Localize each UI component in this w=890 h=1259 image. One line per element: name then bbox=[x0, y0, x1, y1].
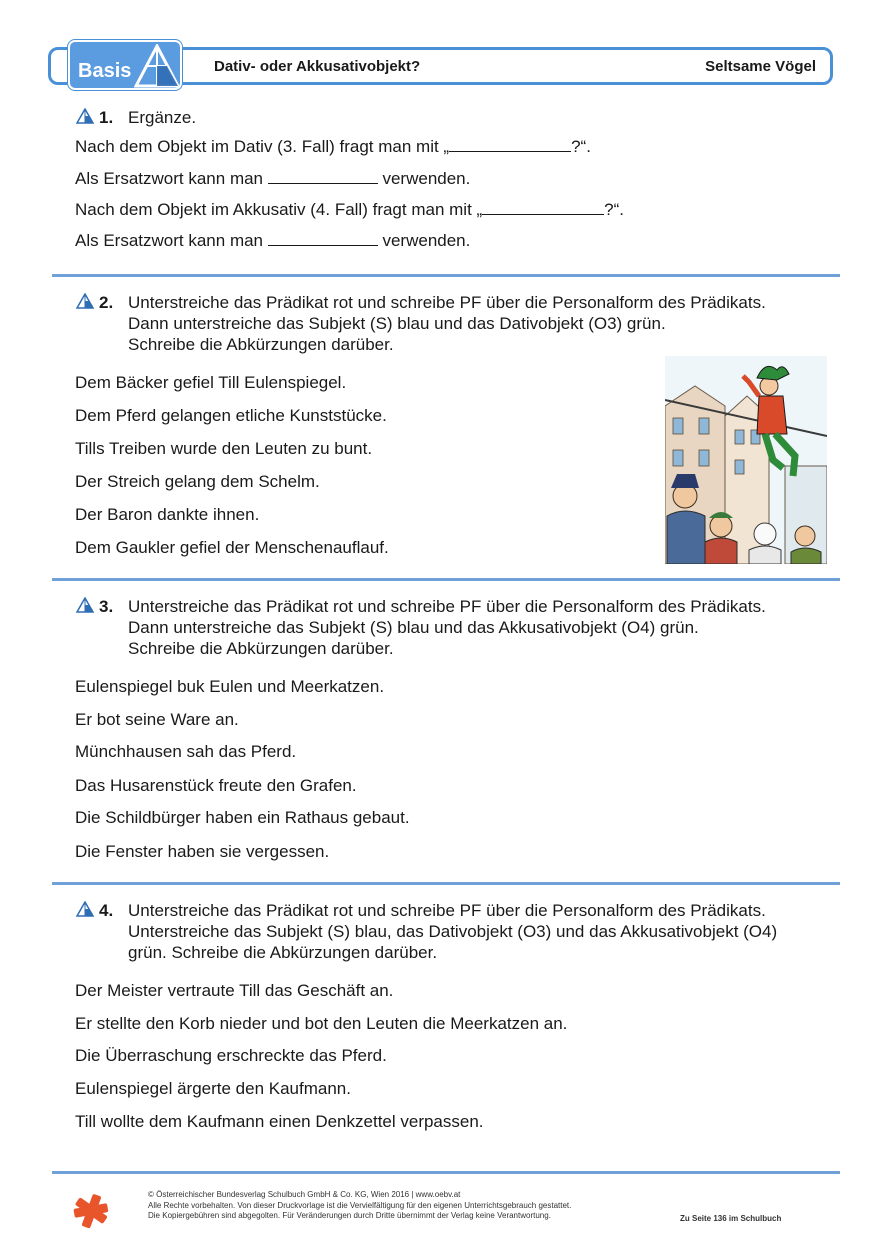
fill-in-line-4 bbox=[75, 231, 470, 251]
task-1-instruction: Ergänze. bbox=[128, 108, 197, 127]
footer-line: Die Kopiergebühren sind abgegolten. Für Veränderungen durch Dritte übernimmt der Verlag keine Verantwortung. bbox=[148, 1211, 551, 1220]
section-divider bbox=[52, 882, 840, 885]
task-3-instruction-line: Dann unterstreiche das Subjekt (S) blau und das Akkusativobjekt (O4) grün. bbox=[128, 618, 699, 637]
level-badge bbox=[68, 40, 182, 90]
textbook-page-reference: Zu Seite 136 im Schulbuch bbox=[680, 1214, 782, 1223]
task-2-instruction-line: Dann unterstreiche das Subjekt (S) blau und das Dativobjekt (O3) grün. bbox=[128, 314, 666, 333]
fill-in-text: verwenden. bbox=[377, 231, 471, 250]
sentence: Er stellte den Korb nieder und bot den Leuten die Meerkatzen an. bbox=[75, 1014, 568, 1033]
fill-in-text: Als Ersatzwort kann man bbox=[75, 169, 268, 188]
sentence: Dem Gaukler gefiel der Menschenauflauf. bbox=[75, 538, 389, 557]
sentence: Die Schildbürger haben ein Rathaus gebaut. bbox=[75, 808, 410, 827]
section-divider bbox=[52, 274, 840, 277]
sentence: Dem Bäcker gefiel Till Eulenspiegel. bbox=[75, 373, 347, 392]
task-3-instruction-line: Schreibe die Abkürzungen darüber. bbox=[128, 639, 394, 658]
task-4-instruction-line: Unterstreiche das Subjekt (S) blau, das Dativobjekt (O3) und das Akkusativobjekt (O4) bbox=[128, 922, 778, 941]
footer-copyright bbox=[148, 1190, 571, 1222]
sentence: Das Husarenstück freute den Grafen. bbox=[75, 776, 357, 795]
sentence: Der Streich gelang dem Schelm. bbox=[75, 472, 320, 491]
task-4-instruction-line: grün. Schreibe die Abkürzungen darüber. bbox=[128, 943, 438, 962]
difficulty-triangle-icon bbox=[76, 108, 94, 124]
fill-in-line-1 bbox=[75, 137, 591, 157]
worksheet-title: Dativ- oder Akkusativobjekt? bbox=[214, 58, 421, 75]
sentence: Dem Pferd gelangen etliche Kunststücke. bbox=[75, 406, 387, 425]
task-4-number: 4. bbox=[99, 901, 114, 920]
sentence: Münchhausen sah das Pferd. bbox=[75, 742, 297, 761]
task-2-instruction-line: Unterstreiche das Prädikat rot und schreibe PF über die Personalform des Prädikats. bbox=[128, 293, 766, 312]
sentence: Er bot seine Ware an. bbox=[75, 710, 239, 729]
task-2-number: 2. bbox=[99, 293, 114, 312]
sentence: Till wollte dem Kaufmann einen Denkzettel verpassen. bbox=[75, 1112, 484, 1131]
fill-in-text: verwenden. bbox=[377, 169, 471, 188]
task-3-number: 3. bbox=[99, 597, 114, 616]
sentence: Der Meister vertraute Till das Geschäft an. bbox=[75, 981, 394, 1000]
answer-blank[interactable] bbox=[268, 169, 378, 184]
task-1-number: 1. bbox=[99, 108, 114, 127]
fill-in-line-2 bbox=[75, 169, 470, 189]
difficulty-triangle-icon bbox=[76, 293, 94, 309]
fill-in-text: Nach dem Objekt im Dativ (3. Fall) fragt man mit „ bbox=[75, 137, 450, 156]
difficulty-triangle-icon bbox=[76, 901, 94, 917]
jester-illustration bbox=[665, 356, 827, 564]
level-triangle-icon bbox=[134, 44, 180, 88]
worksheet-topic: Seltsame Vögel bbox=[705, 58, 816, 75]
footer-line: Alle Rechte vorbehalten. Von dieser Druckvorlage ist die Vervielfältigung für den eigenen Unterrichtsgebrauch gestattet. bbox=[148, 1200, 572, 1210]
sentence: Der Baron dankte ihnen. bbox=[75, 505, 260, 524]
task-4-instruction-line: Unterstreiche das Prädikat rot und schreibe PF über die Personalform des Prädikats. bbox=[128, 901, 766, 920]
footer-divider bbox=[52, 1171, 840, 1174]
fill-in-text: ?“. bbox=[571, 137, 591, 156]
footer-line: © Österreichischer Bundesverlag Schulbuch GmbH & Co. KG, Wien 2016 | www.oebv.at bbox=[148, 1190, 461, 1199]
sentence: Eulenspiegel buk Eulen und Meerkatzen. bbox=[75, 677, 385, 696]
publisher-asterisk-logo bbox=[72, 1192, 110, 1230]
fill-in-line-3 bbox=[75, 200, 624, 220]
answer-blank[interactable] bbox=[268, 231, 378, 246]
section-divider bbox=[52, 578, 840, 581]
difficulty-triangle-icon bbox=[76, 597, 94, 613]
fill-in-text: ?“. bbox=[604, 200, 625, 219]
sentence: Die Fenster haben sie vergessen. bbox=[75, 842, 330, 861]
task-3-instruction-line: Unterstreiche das Prädikat rot und schreibe PF über die Personalform des Prädikats. bbox=[128, 597, 766, 616]
answer-blank[interactable] bbox=[482, 200, 604, 215]
sentence: Tills Treiben wurde den Leuten zu bunt. bbox=[75, 439, 373, 458]
level-badge-label: Basis bbox=[78, 60, 132, 82]
fill-in-text: Nach dem Objekt im Akkusativ (4. Fall) fragt man mit „ bbox=[75, 200, 483, 219]
sentence: Eulenspiegel ärgerte den Kaufmann. bbox=[75, 1079, 351, 1098]
task-2-instruction-line: Schreibe die Abkürzungen darüber. bbox=[128, 335, 394, 354]
answer-blank[interactable] bbox=[449, 137, 571, 152]
sentence: Die Überraschung erschreckte das Pferd. bbox=[75, 1046, 387, 1065]
fill-in-text: Als Ersatzwort kann man bbox=[75, 231, 268, 250]
